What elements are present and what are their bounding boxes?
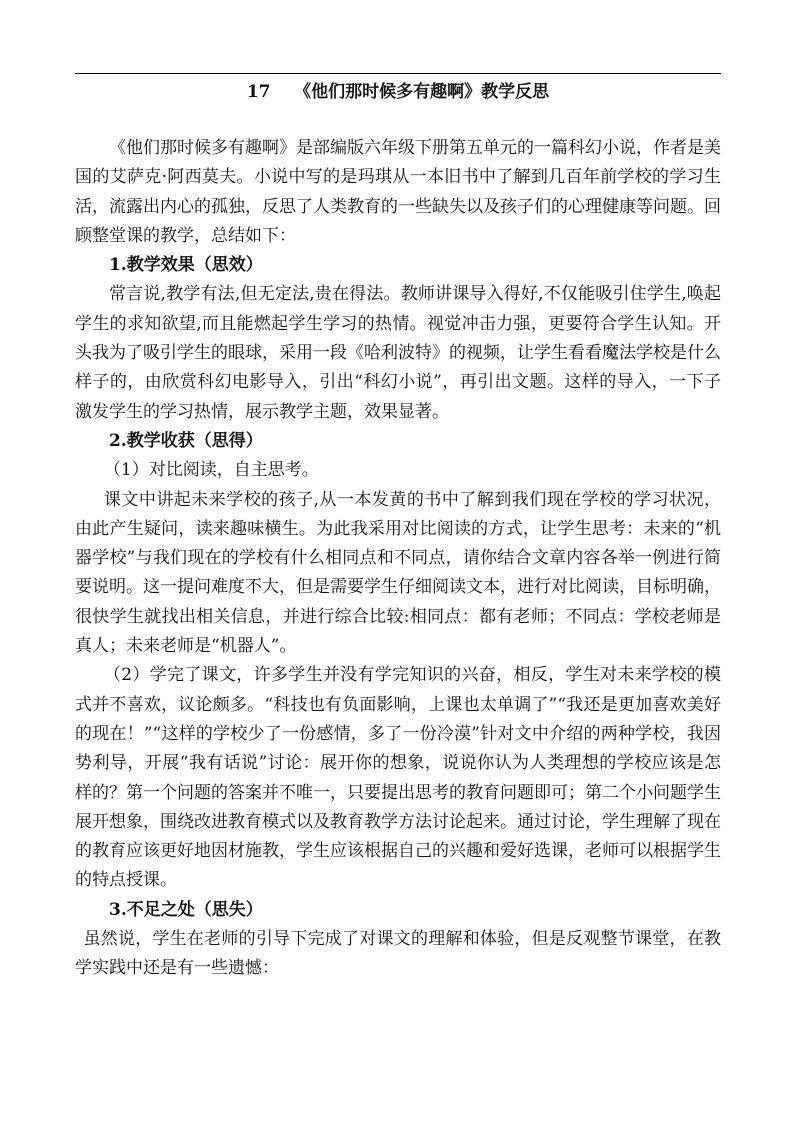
section-1-paragraph: 常言说,教学有法,但无定法,贵在得法。教师讲课导入得好,不仅能吸引住学生,唤起学生的求知欲望,而且能燃起学生学习的热情。视觉冲击力强，更要符合学生认知。开头我为了吸引学生的眼球，采用一段《哈利波特》的视频，让学生看看魔法学校是什么样子的，由欣赏科幻电影导入，引出“科幻小说”，再引出文题。这样的导入，一下子激发学生的学习热情，展示教学主题，效果显著。 <box>75 284 721 422</box>
header-rule <box>75 73 721 74</box>
document-title: 17 《他们那时候多有趣啊》教学反思 <box>246 82 550 102</box>
document-body <box>75 134 721 984</box>
section-2-paragraph-2: （2）学完了课文，许多学生并没有学完知识的兴奋，相反，学生对未来学校的模式并不喜欢，议论颇多。“科技也有负面影响，上课也太单调了”“我还是更加喜欢美好的现在！”“这样的学校少了一份感情，多了一份冷漠”针对文中介绍的两种学校，我因势利导，开展“我有话说”讨论：展开你的想象，说说你认为人类理想的学校应该是怎样的？第一个问题的答案并不唯一，只要提出思考的教育问题即可；第二个小问题学生展开想象，围绕改进教育模式以及教育教学方法讨论起来。通过讨论，学生理解了现在的教育应该更好地因材施教，学生应该根据自己的兴趣和爱好选课，老师可以根据学生的特点授课。 <box>75 665 721 891</box>
section-1-heading: 1.教学效果（思效） <box>109 255 263 276</box>
section-2-subheading-1: （1）对比阅读，自主思考。 <box>103 460 319 481</box>
section-2-heading: 2.教学收获（思得） <box>109 430 263 451</box>
section-3-paragraph: 虽然说，学生在老师的引导下完成了对课文的理解和体验，但是反观整节课堂，在教学实践中还是有一些遗憾： <box>75 929 721 979</box>
document-page <box>75 76 721 984</box>
section-2-paragraph-1: 课文中讲起未来学校的孩子,从一本发黄的书中了解到我们现在学校的学习状况，由此产生疑问，读来趣味横生。为此我采用对比阅读的方式，让学生思考：未来的“机器学校”与我们现在的学校有什么相同点和不同点，请你结合文章内容各举一例进行简要说明。这一提问难度不大，但是需要学生仔细阅读文本，进行对比阅读，目标明确，很快学生就找出相关信息，并进行综合比较:相同点：都有老师；不同点：学校老师是真人；未来老师是“机器人”。 <box>75 489 721 657</box>
intro-paragraph: 《他们那时候多有趣啊》是部编版六年级下册第五单元的一篇科幻小说，作者是美国的艾萨克·阿西莫夫。小说中写的是玛琪从一本旧书中了解到几百年前学校的学习生活，流露出内心的孤独，反思了人类教育的一些缺失以及孩子们的心理健康等问题。回顾整堂课的教学，总结如下： <box>75 138 721 246</box>
section-3-heading: 3.不足之处（思失） <box>109 899 263 920</box>
